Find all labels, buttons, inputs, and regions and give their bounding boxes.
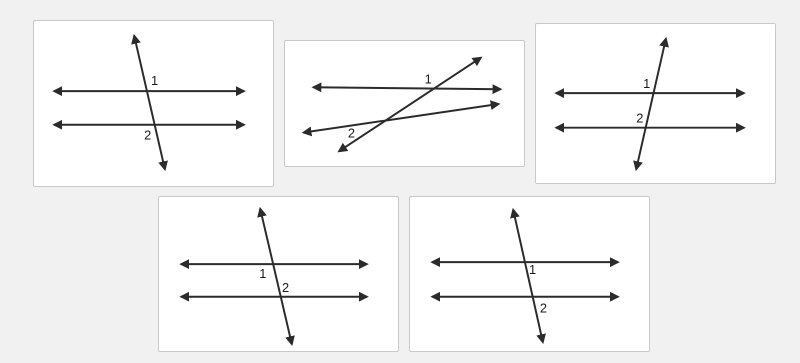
horizontal-line: [313, 87, 500, 89]
transversal-line: [636, 39, 666, 169]
angle-2-label: 2: [144, 127, 152, 143]
answer-option-4[interactable]: [158, 196, 399, 352]
steep-slanted-line: [339, 58, 481, 152]
shallow-slanted-line: [304, 104, 499, 133]
angle-1-label: 1: [643, 76, 651, 92]
angle-2-label: 2: [347, 125, 356, 141]
parallel-lines-diagram: [410, 197, 649, 351]
two-crossing-lines-diagram: [285, 41, 524, 166]
parallel-lines-diagram: [159, 197, 398, 351]
answer-option-1[interactable]: [33, 20, 274, 187]
parallel-lines-diagram: [536, 24, 775, 183]
transversal-line: [134, 36, 165, 169]
answer-option-3[interactable]: [535, 23, 776, 184]
angle-1-label: 1: [529, 262, 537, 277]
angle-2-label: 2: [636, 110, 644, 126]
answer-option-2[interactable]: [284, 40, 525, 167]
angle-1-label: 1: [424, 71, 432, 87]
angle-2-label: 2: [539, 300, 548, 316]
answer-option-5[interactable]: [409, 196, 650, 352]
angle-1-label: 1: [151, 73, 159, 89]
parallel-lines-diagram: [34, 21, 273, 186]
angle-2-label: 2: [281, 279, 290, 295]
transversal-line: [513, 210, 543, 342]
angle-1-label: 1: [259, 265, 267, 281]
